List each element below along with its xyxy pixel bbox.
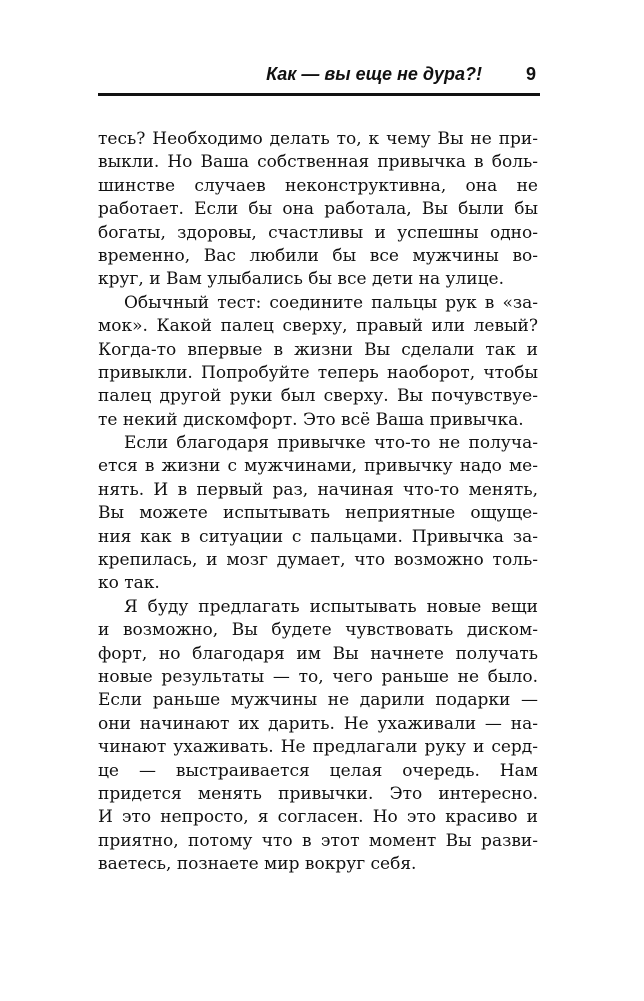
body-text xyxy=(98,128,538,877)
header-rule xyxy=(98,93,540,96)
text-line: те некий дискомфорт. Это всё Ваша привычка. xyxy=(98,409,524,430)
paragraph xyxy=(98,596,538,877)
text-line: мок». Какой палец сверху, правый или левый? xyxy=(98,316,538,337)
text-line: и возможно, Вы будете чувствовать диском- xyxy=(98,620,538,641)
text-line: це — выстраивается целая очередь. Нам xyxy=(98,760,538,781)
paragraph xyxy=(98,432,538,596)
running-header xyxy=(98,62,540,96)
text-line: приятно, потому что в этот момент Вы разви- xyxy=(98,830,538,851)
text-line: Если благодаря привычке что-то не получа- xyxy=(124,433,538,454)
page-number: 9 xyxy=(525,64,536,84)
text-line: придется менять привычки. Это интересно. xyxy=(98,783,538,804)
text-line: круг, и Вам улыбались бы все дети на улице. xyxy=(98,269,505,290)
text-line: чинают ухаживать. Не предлагали руку и серд- xyxy=(98,737,538,758)
text-line: нять. И в первый раз, начиная что-то менять, xyxy=(98,479,538,500)
text-line: Я буду предлагать испытывать новые вещи xyxy=(124,596,538,617)
text-line: ко так. xyxy=(98,573,160,594)
text-line: богаты, здоровы, счастливы и успешны одно- xyxy=(98,222,538,243)
text-line: ния как в ситуации с пальцами. Привычка за- xyxy=(98,526,538,547)
running-title: Как — вы еще не дура?! xyxy=(266,64,482,84)
paragraph xyxy=(98,292,538,432)
text-line: ется в жизни с мужчинами, привычку надо ме- xyxy=(98,456,538,477)
text-line: временно, Вас любили бы все мужчины во- xyxy=(98,245,538,266)
text-line: Когда-то впервые в жизни Вы сделали так и xyxy=(98,339,538,360)
text-line: ваетесь, познаете мир вокруг себя. xyxy=(98,854,417,875)
text-line: палец другой руки был сверху. Вы почувствуе- xyxy=(98,386,538,407)
text-line: И это непросто, я согласен. Но это красиво и xyxy=(98,807,538,828)
text-line: Если раньше мужчины не дарили подарки — xyxy=(98,690,538,711)
text-line: они начинают их дарить. Не ухаживали — на- xyxy=(98,713,538,734)
text-line: форт, но благодаря им Вы начнете получать xyxy=(98,643,538,664)
text-line: шинстве случаев неконструктивна, она не xyxy=(98,175,538,196)
text-line: Обычный тест: соедините пальцы рук в «за- xyxy=(124,292,538,313)
text-line: тесь? Необходимо делать то, к чему Вы не при- xyxy=(98,129,538,149)
text-line: крепилась, и мозг думает, что возможно толь- xyxy=(98,550,538,571)
text-line: выкли. Но Ваша собственная привычка в боль- xyxy=(98,152,538,173)
text-line: Вы можете испытывать неприятные ощуще- xyxy=(98,503,538,524)
paragraph xyxy=(98,128,538,292)
text-line: работает. Если бы она работала, Вы были бы xyxy=(98,199,538,220)
text-line: привыкли. Попробуйте теперь наоборот, чтобы xyxy=(98,362,538,383)
text-line: новые результаты — то, чего раньше не было. xyxy=(98,666,538,687)
